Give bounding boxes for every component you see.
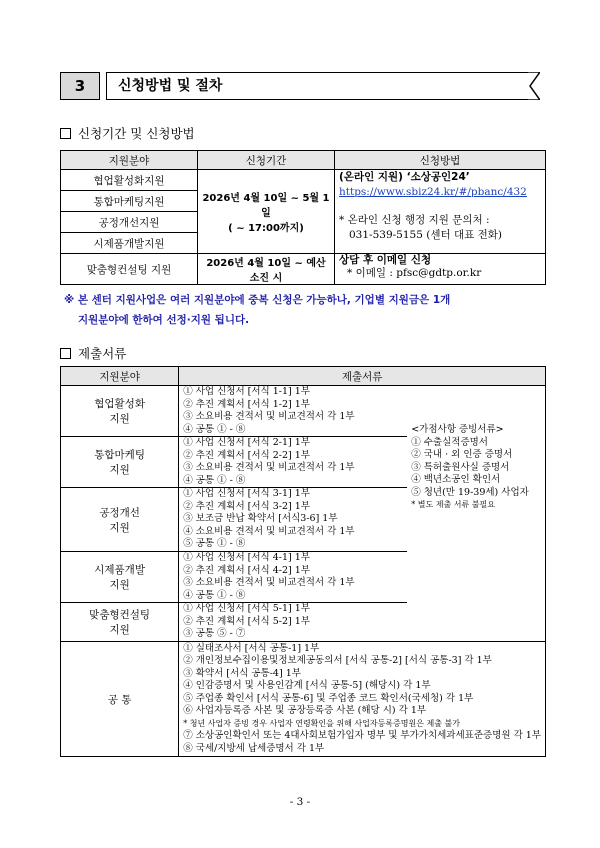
field-cell: 맞춤형컨설팅 지원 (61, 603, 179, 642)
period-consult-cell: 2026년 4월 10일 ~ 예산 소진 시 (198, 254, 335, 285)
checkbox-square-icon (60, 128, 71, 139)
header-period: 신청기간 (198, 151, 335, 170)
field-cell: 통합마케팅지원 (61, 191, 198, 212)
common-document-list: ① 실태조사서 [서식 공통-1] 1부 ② 개인정보수집이용및정보제공동의서 [서식 공통-2] [서식 공통-3] 각 1부 ③ 확약서 [서식 공통-4] 1부 ④ 인감증명서 및 사용인감계 [서식 공통-5] (해당시) 각 1부 ⑤ 주업종 확인서 [서식 공통-6] 및 주업종 코드 확인서(국세청) 각 1부 ⑥ 사업자등록증 사본 및 공장등록증 사본 (해당 시) 각 1부 * 청년 사업자 증빙 경우 사업자 연령확인을 위해 사업자등록증명원은 제출 불가 ⑦ 소상공인확인서 또는 4대사회보험가입자 명부 및 부가가치세과세표준증명원 각 1부 ⑧ 국세/지방세 납세증명서 각 1부 (179, 642, 546, 757)
period-main-cell: 2026년 4월 10일 ~ 5월 1일 ( ~ 17:00까지) (198, 170, 335, 254)
document-list: ① 사업 신청서 [서식 3-1] 1부 ② 추진 계획서 [서식 3-2] 1부 ③ 보조금 반납 확약서 [서식3-6] 1부 ④ 소요비용 견적서 및 비교견적서 각 1부 ⑤ 공통 ① - ⑧ (179, 488, 408, 552)
common-field-cell: 공 통 (61, 642, 179, 757)
document-list: ① 사업 신청서 [서식 4-1] 1부 ② 추진 계획서 [서식 4-2] 1부 ③ 소요비용 견적서 및 비교견적서 각 1부 ④ 공통 ① - ⑧ (179, 552, 408, 603)
section-title: 신청방법 및 절차 (118, 78, 223, 94)
online-method-label: (온라인 지원) ‘소상공인24’ (339, 171, 470, 183)
field-cell: 맞춤형컨설팅 지원 (61, 254, 198, 285)
field-cell: 공정개선지원 (61, 212, 198, 233)
field-cell: 공정개선 지원 (61, 488, 179, 552)
bonus-documents-cell: <가점사항 증빙서류> ① 수출실적증명서 ② 국내 · 외 인증 증명서 ③ 특허출원사실 증명서 ④ 백년소공인 확인서 ⑤ 청년(만 19-39세) 사업자 * 별도 제출 서류 불필요 (407, 386, 545, 642)
sbiz24-link[interactable]: https://www.sbiz24.kr/#/pbanc/432 (339, 186, 527, 198)
submission-documents-table (60, 366, 546, 757)
header-documents: 제출서류 (179, 367, 546, 386)
field-cell: 시제품개발지원 (61, 233, 198, 254)
field-cell: 시제품개발 지원 (61, 552, 179, 603)
document-list: ① 사업 신청서 [서식 5-1] 1부 ② 추진 계획서 [서식 5-2] 1부 ③ 공통 ⑤ - ⑦ (179, 603, 408, 642)
page-number: - 3 - (289, 796, 311, 808)
field-cell: 협업활성화 지원 (61, 386, 179, 437)
header-field: 지원분야 (61, 367, 179, 386)
field-cell: 통합마케팅 지원 (61, 437, 179, 488)
header-field: 지원분야 (61, 151, 198, 170)
inquiry-line-2: 031-539-5155 (센터 대표 전화) (349, 229, 502, 241)
duplicate-application-notice: ※ 본 센터 지원사업은 여러 지원분야에 중복 신청은 가능하나, 기업별 지원금은 1개 지원분야에 한하여 선정·지원 됩니다. (64, 294, 451, 326)
period-heading: 신청기간 및 신청방법 (60, 124, 195, 142)
header-method: 신청방법 (335, 151, 546, 170)
application-period-table (60, 150, 546, 285)
field-cell: 협업활성화지원 (61, 170, 198, 191)
inquiry-line-1: * 온라인 신청 행정 지원 문의처 : (339, 214, 490, 226)
section-number: 3 (60, 72, 100, 100)
document-list: ① 사업 신청서 [서식 1-1] 1부 ② 추진 계획서 [서식 1-2] 1부 ③ 소요비용 견적서 및 비교견적서 각 1부 ④ 공통 ① - ⑧ (179, 386, 408, 437)
docs-heading: 제출서류 (60, 344, 126, 362)
method-online-cell (335, 170, 546, 254)
ribbon-end-icon (500, 72, 540, 100)
method-consult-cell: 상담 후 이메일 신청 * 이메일 : pfsc@gdtp.or.kr (335, 254, 546, 285)
checkbox-square-icon (60, 348, 71, 359)
document-list: ① 사업 신청서 [서식 2-1] 1부 ② 추진 계획서 [서식 2-2] 1부 ③ 소요비용 견적서 및 비교견적서 각 1부 ④ 공통 ① - ⑧ (179, 437, 408, 488)
